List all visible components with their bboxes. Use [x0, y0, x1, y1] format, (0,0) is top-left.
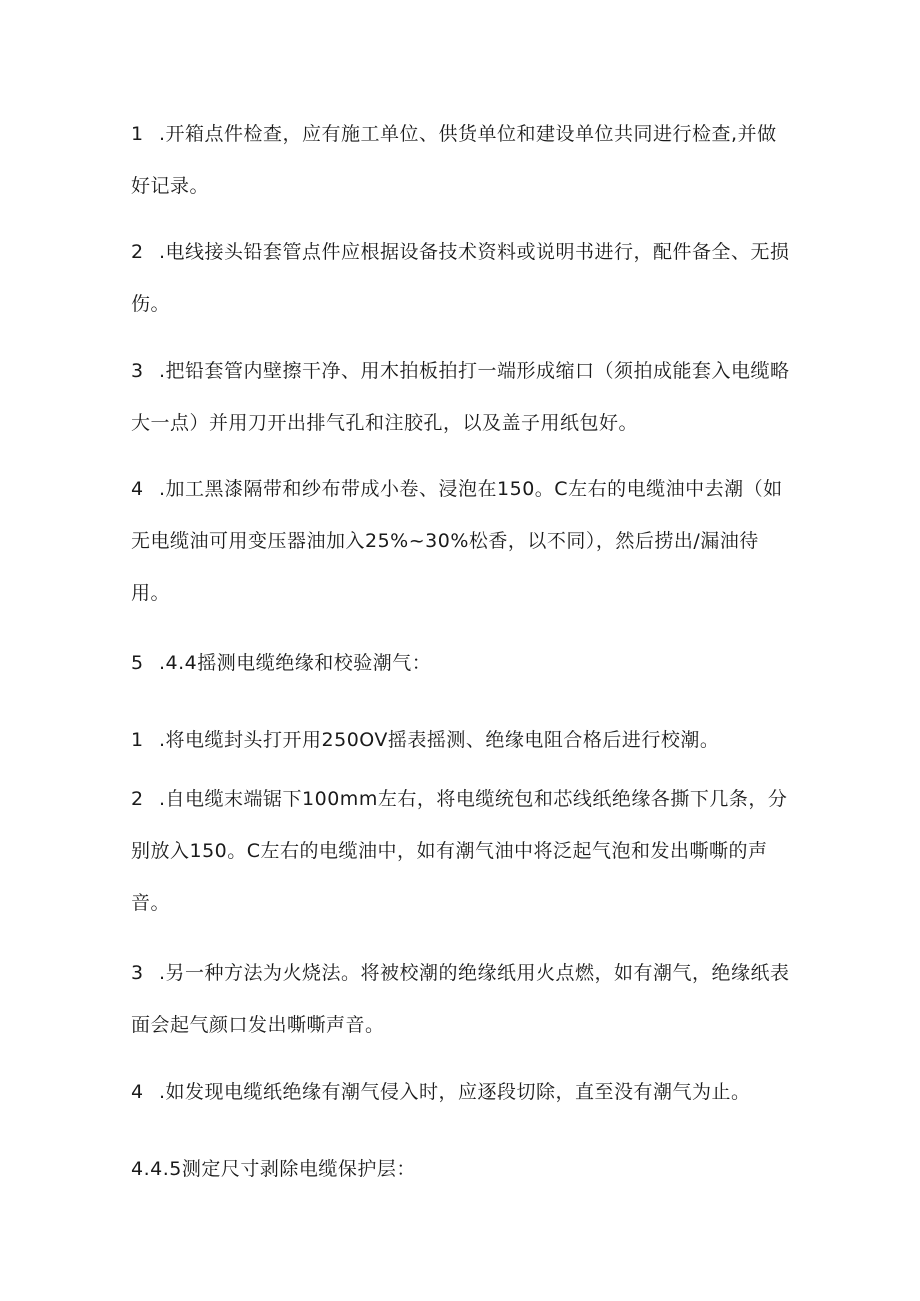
paragraph-item: [131, 773, 796, 929]
paragraph-number: 3: [131, 962, 144, 984]
paragraph-item: [131, 463, 796, 619]
paragraph-item: [131, 637, 796, 689]
paragraph-item: [131, 108, 796, 212]
section-heading: 4.4.5测定尺寸剥除电缆保护层：: [131, 1158, 416, 1180]
paragraph-item: [131, 345, 796, 449]
paragraph-item: [131, 947, 796, 1051]
paragraph-number: 5: [131, 652, 144, 674]
paragraph-number: 4: [131, 478, 144, 500]
paragraph-text: .将电缆封头打开用250OV摇表摇测、绝缘电阻合格后进行校潮。: [159, 729, 720, 751]
paragraph-number: 1: [131, 123, 144, 145]
paragraph-text: .开箱点件检查，应有施工单位、供货单位和建设单位共同进行检查,并做好记录。: [131, 123, 777, 197]
paragraph-text: .电线接头铅套管点件应根据设备技术资料或说明书进行，配件备全、无损伤。: [131, 241, 790, 315]
paragraph-text: .另一种方法为火烧法。将被校潮的绝缘纸用火点燃，如有潮气，绝缘纸表面会起气颜口发出嘶嘶声音。: [131, 962, 790, 1036]
paragraph-text: .把铅套管内壁擦干净、用木拍板拍打一端形成缩口（须拍成能套入电缆略大一点）并用刀开出排气孔和注胶孔，以及盖子用纸包好。: [131, 360, 790, 434]
paragraph-text: .自电缆末端锯下100mm左右，将电缆统包和芯线纸绝缘各撕下几条，分别放入150。C左右的电缆油中，如有潮气油中将泛起气泡和发出嘶嘶的声音。: [131, 788, 788, 914]
paragraph-number: 1: [131, 729, 144, 751]
paragraph-number: 2: [131, 241, 144, 263]
paragraph-text: .如发现电缆纸绝缘有潮气侵入时，应逐段切除，直至没有潮气为止。: [159, 1081, 751, 1103]
paragraph-item: [131, 226, 796, 330]
paragraph-item: [131, 1066, 796, 1118]
paragraph-number: 4: [131, 1081, 144, 1103]
paragraph-text: .加工黑漆隔带和纱布带成小卷、浸泡在150。C左右的电缆油中去潮（如无电缆油可用变压器油加入25%~30%松香，以不同），然后捞出/漏油待用。: [131, 478, 783, 604]
paragraph-number: 3: [131, 360, 144, 382]
paragraph-text: .4.4摇测电缆绝缘和校验潮气：: [159, 652, 432, 674]
paragraph-item: [131, 714, 796, 766]
paragraph-number: 2: [131, 788, 144, 810]
